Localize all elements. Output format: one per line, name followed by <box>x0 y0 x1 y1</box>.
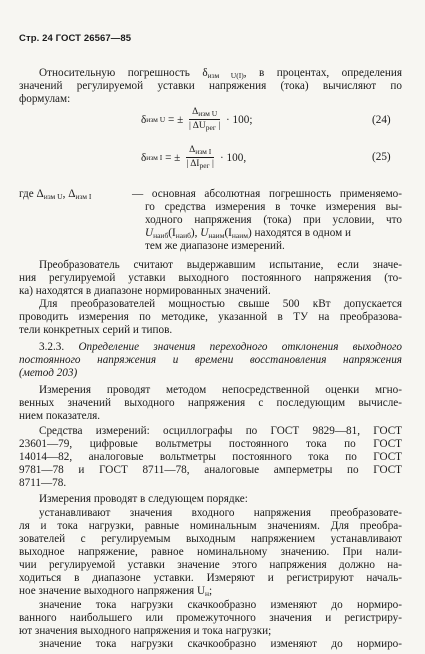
body-line: значение тока нагрузки скачкообразно изменяют до нормиро- <box>39 599 402 611</box>
where-line-3: ходного напряжения (тока) при условии, что <box>145 214 402 226</box>
body-line: Средства измерений: осциллографы по ГОСТ 9829—81, ГОСТ <box>39 425 402 437</box>
body-line: зователей с регулируемым выходным напряжением устанавливают <box>19 533 402 545</box>
where-label: где $\Delta_{изм U}$, $\Delta_{изм I}$ <box>19 188 92 201</box>
body-line: Измерения проводят в следующем порядке: <box>39 493 248 505</box>
page-header: Стр. 24 ГОСТ 26567—85 <box>19 33 132 44</box>
paragraph-line: Преобразователь считают выдержавшим испытание, если значе- <box>39 259 402 271</box>
section-title-line-1: 3.2.3. Определение значения переходного отклонения выходного <box>39 341 402 353</box>
fraction: $\frac{\Delta_{изм U}}{| \Delta U_{рег} |}$ <box>189 107 221 132</box>
body-line: значение тока нагрузки скачкообразно изменяют до нормиро- <box>39 638 402 650</box>
body-line: ное значение выходного напряжения $U_н$; <box>19 585 213 598</box>
body-line: Измерения проводят методом непосредственной оценки мгно- <box>39 384 402 396</box>
body-line: ходиться в диапазоне уставки. Измеряют и регистрируют началь- <box>19 572 402 584</box>
fraction: $\frac{\Delta_{изм I}}{| \Delta I_{рег} |}$ <box>186 145 214 170</box>
formula-24: δ изм U = ± $\frac{\Delta_{изм U}}{| \Delta U_{рег} |}$ · 100; <box>141 107 253 132</box>
body-line: 23601—79, цифровые вольтметры постоянного тока по ГОСТ <box>19 438 402 450</box>
where-line-4: $U_{наиб}(I_{наиб})$, $U_{наим}(I_{наим})$ находятся в одном и <box>145 227 351 240</box>
paragraph-line: ния регулируемой уставки выходного постоянного напряжения (то- <box>19 272 402 284</box>
paragraph-line: тели конкретных серий и типов. <box>19 324 173 336</box>
section-title-line-3: (метод 203) <box>19 367 78 379</box>
where-line-2: го средства измерения в точке измерения вы- <box>145 201 402 213</box>
intro-line-2: значений регулируемой уставки напряжения (тока) вычисляют по <box>19 80 402 92</box>
equation-number-24: (24) <box>372 114 391 126</box>
where-line-1: — основная абсолютная погрешность применяемо- <box>132 188 402 200</box>
body-line: ют значения выходного напряжения и тока нагрузки; <box>19 625 272 637</box>
equation-number-25: (25) <box>372 151 391 163</box>
paragraph-line: Для преобразователей мощностью свыше 500 кВт допускается <box>39 298 402 310</box>
body-line: 14014—82, аналоговые вольтметры постоянного тока по ГОСТ <box>19 451 402 463</box>
body-line: ля и тока нагрузки, равные номинальным значениям. Для преобра- <box>19 520 402 532</box>
body-line: устанавливают значения входного напряжения преобразовате- <box>39 507 402 519</box>
body-line: нием показателя. <box>19 410 101 422</box>
formula-25: δ изм I = ± $\frac{\Delta_{изм I}}{| \Delta I_{рег} |}$ · 100, <box>141 145 247 170</box>
body-line: венных значений выходного напряжения с последующим вычисле- <box>19 397 402 409</box>
paragraph-line: проводить измерения по методике, указанной в ТУ на преобразова- <box>19 311 402 323</box>
paragraph-line: ка) находятся в диапазоне нормированных значений. <box>19 285 271 297</box>
where-line-5: тем же диапазоне измерений. <box>145 240 285 252</box>
intro-line-1: Относительную погрешность $\delta_{изм U(I)}$, в процентах, определения <box>39 67 402 80</box>
section-title-line-2: постоянного напряжения и времени восстановления напряжения <box>19 354 402 366</box>
body-line: 8711—78. <box>19 477 67 489</box>
body-line: чии регулируемой уставки значение этого напряжения должно на- <box>19 559 402 571</box>
body-line: 9781—78 и ГОСТ 8711—78, аналоговые амперметры по ГОСТ <box>19 464 402 476</box>
intro-line-3: формулам: <box>19 93 71 105</box>
body-line: выходное напряжение, равное номинальному значению. При нали- <box>19 546 402 558</box>
body-line: ванного наибольшего или промежуточного значения и регистриру- <box>19 612 402 624</box>
